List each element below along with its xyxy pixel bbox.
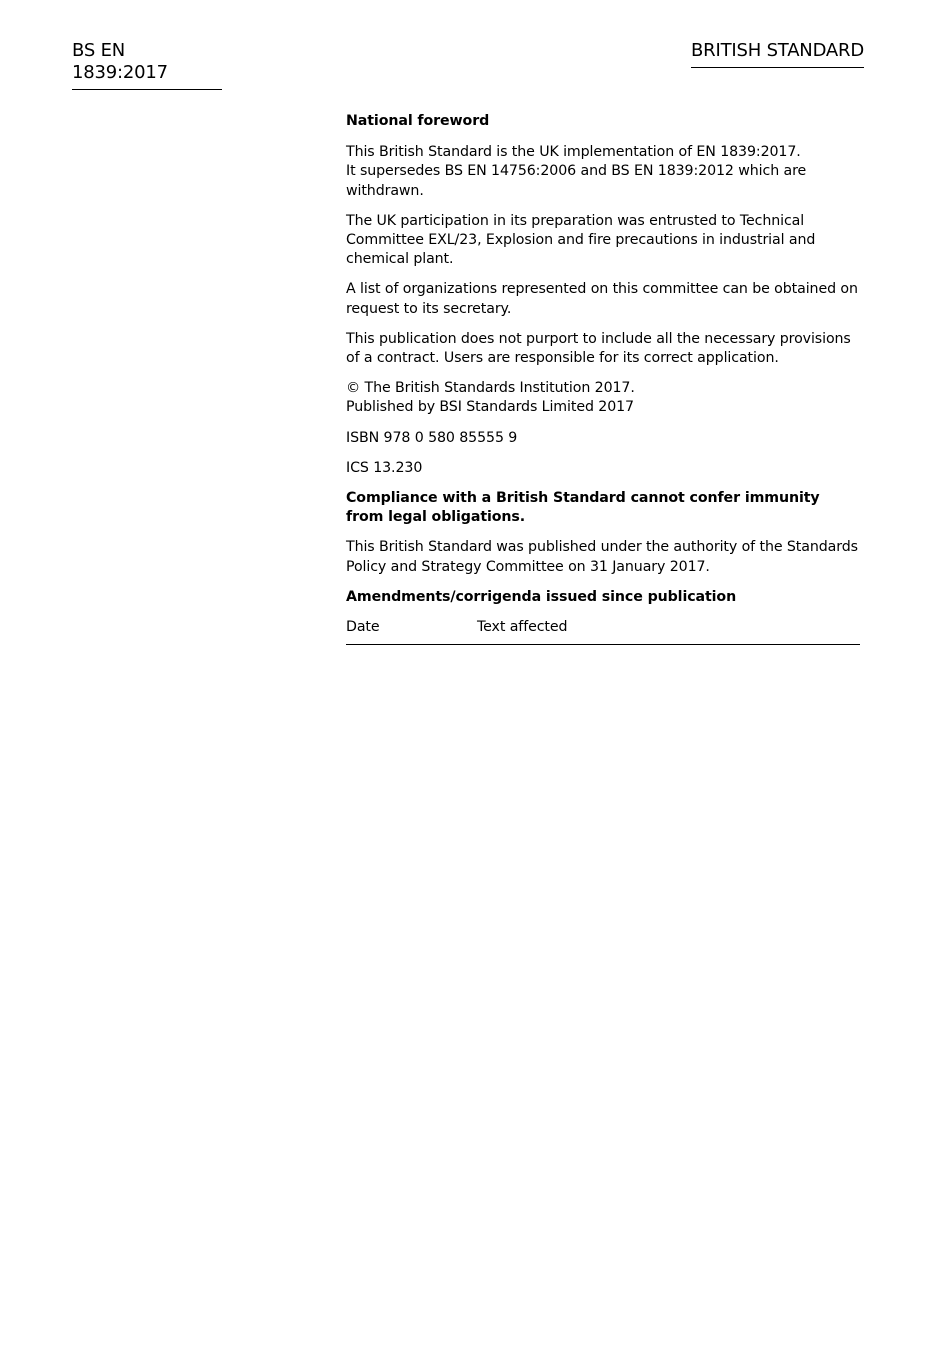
document-number: BS EN 1839:2017 — [72, 40, 222, 90]
section-title: National foreword — [346, 113, 490, 129]
implementation-line: This British Standard is the UK implementation of EN 1839:2017. — [346, 144, 801, 161]
committee-paragraph: The UK participation in its preparation was entrusted to Technical Committee EXL/23, Explosion and fire precautions in industrial and chemical plant. — [346, 212, 816, 268]
copyright-paragraph — [346, 379, 860, 417]
compliance-statement: Compliance with a British Standard cannot confer immunity from legal obligations. — [346, 490, 820, 526]
copyright-line: © The British Standards Institution 2017. — [346, 380, 635, 397]
amendments-date-header: Date — [346, 619, 380, 636]
contract-disclaimer-paragraph: This publication does not purport to include all the necessary provisions of a contract. Users are responsible for its correct application. — [346, 330, 851, 367]
amendments-table — [346, 618, 860, 645]
publisher-line: Published by BSI Standards Limited 2017 — [346, 399, 634, 416]
amendments-title: Amendments/corrigenda issued since publication — [346, 588, 737, 605]
supersedes-line: It supersedes BS EN 14756:2006 and BS EN 1839:2012 which are withdrawn. — [346, 163, 807, 199]
organizations-paragraph: A list of organizations represented on this committee can be obtained on request to its secretary. — [346, 281, 858, 317]
implementation-paragraph — [346, 143, 860, 201]
isbn: ISBN 978 0 580 85555 9 — [346, 429, 518, 446]
document-type: BRITISH STANDARD — [691, 40, 864, 68]
authority-paragraph: This British Standard was published under the authority of the Standards Policy and Strategy Committee on 31 January 2017. — [346, 539, 858, 575]
ics-code: ICS 13.230 — [346, 459, 423, 476]
national-foreword-section — [346, 112, 860, 645]
amendments-text-header: Text affected — [477, 619, 568, 636]
